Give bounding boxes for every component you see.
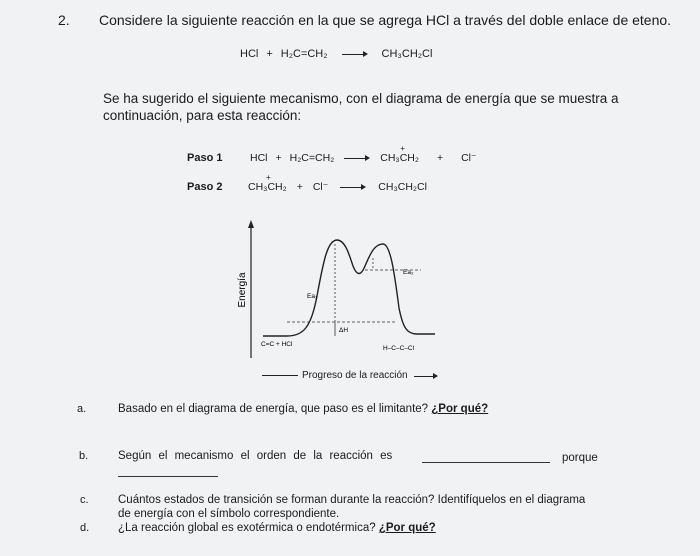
step1-label: Paso 1 [187, 152, 223, 164]
item-a-letter: a. [77, 403, 87, 415]
ea2-label: Ea₂ [403, 269, 414, 276]
x-axis [262, 370, 444, 381]
item-d-text: ¿La reacción global es exotérmica o endotérmica? ¿Por qué? [118, 522, 436, 534]
reaction-arrow-icon [344, 154, 370, 162]
x-axis-label: Progreso de la reacción [302, 370, 408, 381]
step2-carbocation: + CH₃CH₂ [248, 173, 287, 193]
item-d-letter: d. [80, 522, 90, 534]
reactant-ethene: H₂C=CH₂ [280, 48, 328, 60]
dh-label: ΔH [339, 327, 349, 334]
products-label: H–C–C–Cl [383, 345, 415, 352]
step1-carbocation: + CH₃CH₂ [380, 144, 419, 164]
answer-blank[interactable] [422, 462, 550, 463]
axis-arrow-icon [248, 220, 254, 228]
question-number: 2. [58, 12, 70, 28]
answer-blank[interactable] [118, 476, 218, 477]
energy-axis-label: Energía [237, 272, 248, 308]
step1-reactant1: HCl [250, 152, 268, 164]
axis-arrow-icon [414, 372, 438, 380]
item-b-letter: b. [79, 450, 89, 462]
mechanism-intro: Se ha sugerido el siguiente mecanismo, con el diagrama de energía que se muestra a continuación, para esta reacción: [103, 91, 619, 123]
plus-sign: + [436, 152, 444, 164]
emphasis-why: ¿Por qué? [431, 403, 489, 415]
plus-sign: + [275, 152, 282, 164]
product-chloroethane: CH₃CH₂Cl [381, 48, 433, 60]
step1-chloride: Cl⁻ [461, 152, 477, 164]
step1-reactant2: H₂C=CH₂ [289, 152, 335, 164]
charge-plus-icon: + [400, 144, 405, 153]
charge-plus-icon: + [266, 173, 271, 182]
reactants-label: C=C + HCl [261, 341, 293, 348]
item-c-letter: c. [80, 494, 89, 506]
item-b-text: Según el mecanismo el orden de la reacción es [118, 450, 393, 462]
item-b-after: porque [562, 452, 598, 464]
item-a-text: Basado en el diagrama de energía, que paso es el limitante? ¿Por qué? [118, 403, 489, 415]
step2-equation [248, 173, 427, 193]
reaction-arrow-icon [342, 50, 368, 58]
reactant-hcl: HCl [240, 48, 259, 60]
main-reaction [240, 48, 432, 60]
axis-line [262, 375, 298, 376]
step2-chloride: Cl⁻ [312, 181, 329, 193]
plus-sign: + [296, 181, 303, 193]
step1-equation [250, 144, 477, 164]
emphasis-why: ¿Por qué? [378, 522, 436, 534]
step2-product: CH₃CH₂Cl [378, 181, 427, 193]
item-c-line1: Cuántos estados de transición se forman durante la reacción? Identifíquelos en el diagrama [118, 494, 586, 506]
step2-label: Paso 2 [187, 181, 223, 193]
energy-diagram [225, 218, 465, 368]
plus-sign: + [266, 48, 273, 60]
reaction-arrow-icon [340, 183, 366, 191]
ea1-label: Ea₁ [307, 293, 318, 300]
item-c-line2: de energía con el símbolo correspondiente. [118, 508, 340, 520]
question-statement: Considere la siguiente reacción en la que se agrega HCl a través del doble enlace de eteno. [99, 12, 672, 28]
